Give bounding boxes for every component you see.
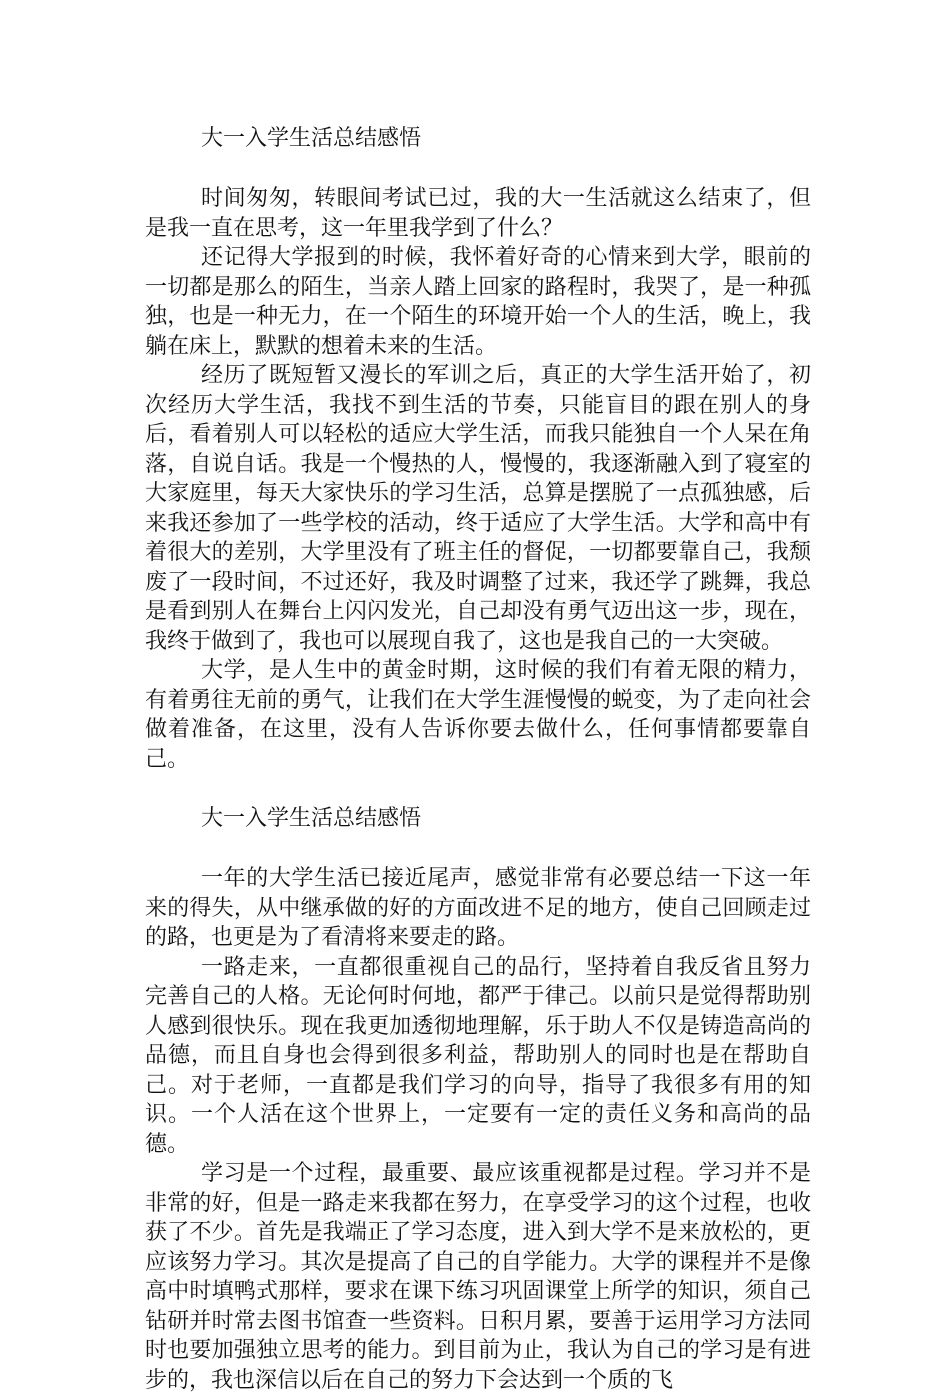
- blank-line: [145, 154, 811, 184]
- blank-line: [145, 834, 811, 864]
- section-2: [145, 804, 811, 1395]
- section-title: 大一入学生活总结感悟: [201, 126, 422, 151]
- section-title: 大一入学生活总结感悟: [201, 806, 422, 831]
- paragraph: 大学，是人生中的黄金时期，这时候的我们有着无限的精力，有着勇往无前的勇气，让我们在大学生涯慢慢的蜕变，为了走向社会做着准备，在这里，没有人告诉你要去做什么，任何事情都要靠自己。: [145, 658, 811, 772]
- paragraph: 一路走来，一直都很重视自己的品行，坚持着自我反省且努力完善自己的人格。无论何时何地，都严于律己。以前只是觉得帮助别人感到很快乐。现在我更加透彻地理解，乐于助人不仅是铸造高尚的品德，而且自身也会得到很多利益，帮助别人的同时也是在帮助自己。对于老师，一直都是我们学习的向导，指导了我很多有用的知识。一个人活在这个世界上，一定要有一定的责任义务和高尚的品德。: [145, 954, 811, 1157]
- paragraph: 经历了既短暂又漫长的军训之后，真正的大学生活开始了，初次经历大学生活，我找不到生活的节奏，只能盲目的跟在别人的身后，看着别人可以轻松的适应大学生活，而我只能独自一个人呆在角落，自说自话。我是一个慢热的人，慢慢的，我逐渐融入到了寝室的大家庭里，每天大家快乐的学习生活，总算是摆脱了一点孤独感，后来我还参加了一些学校的活动，终于适应了大学生活。大学和高中有着很大的差别，大学里没有了班主任的督促，一切都要靠自己，我颓废了一段时间，不过还好，我及时调整了过来，我还学了跳舞，我总是看到别人在舞台上闪闪发光，自己却没有勇气迈出这一步，现在，我终于做到了，我也可以展现自我了，这也是我自己的一大突破。: [145, 363, 811, 654]
- section-1: [145, 124, 811, 774]
- paragraph: 时间匆匆，转眼间考试已过，我的大一生活就这么结束了，但是我一直在思考，这一年里我学到了什么？: [145, 186, 811, 241]
- paragraph: 一年的大学生活已接近尾声，感觉非常有必要总结一下这一年来的得失，从中继承做的好的方面改进不足的地方，使自己回顾走过的路，也更是为了看清将来要走的路。: [145, 866, 811, 950]
- paragraph: 还记得大学报到的时候，我怀着好奇的心情来到大学，眼前的一切都是那么的陌生，当亲人踏上回家的路程时，我哭了，是一种孤独，也是一种无力，在一个陌生的环境开始一个人的生活，晚上，我躺在床上，默默的想着未来的生活。: [145, 245, 811, 359]
- document-page: [145, 124, 811, 1395]
- paragraph: 学习是一个过程，最重要、最应该重视都是过程。学习并不是非常的好，但是一路走来我都在努力，在享受学习的这个过程，也收获了不少。首先是我端正了学习态度，进入到大学不是来放松的，更应该努力学习。其次是提高了自己的自学能力。大学的课程并不是像高中时填鸭式那样，要求在课下练习巩固课堂上所学的知识，须自己钻研并时常去图书馆查一些资料。日积月累，要善于运用学习方法同时也要加强独立思考的能力。到目前为止，我认为自己的学习是有进步的，我也深信以后在自己的努力下会达到一个质的飞: [145, 1161, 811, 1393]
